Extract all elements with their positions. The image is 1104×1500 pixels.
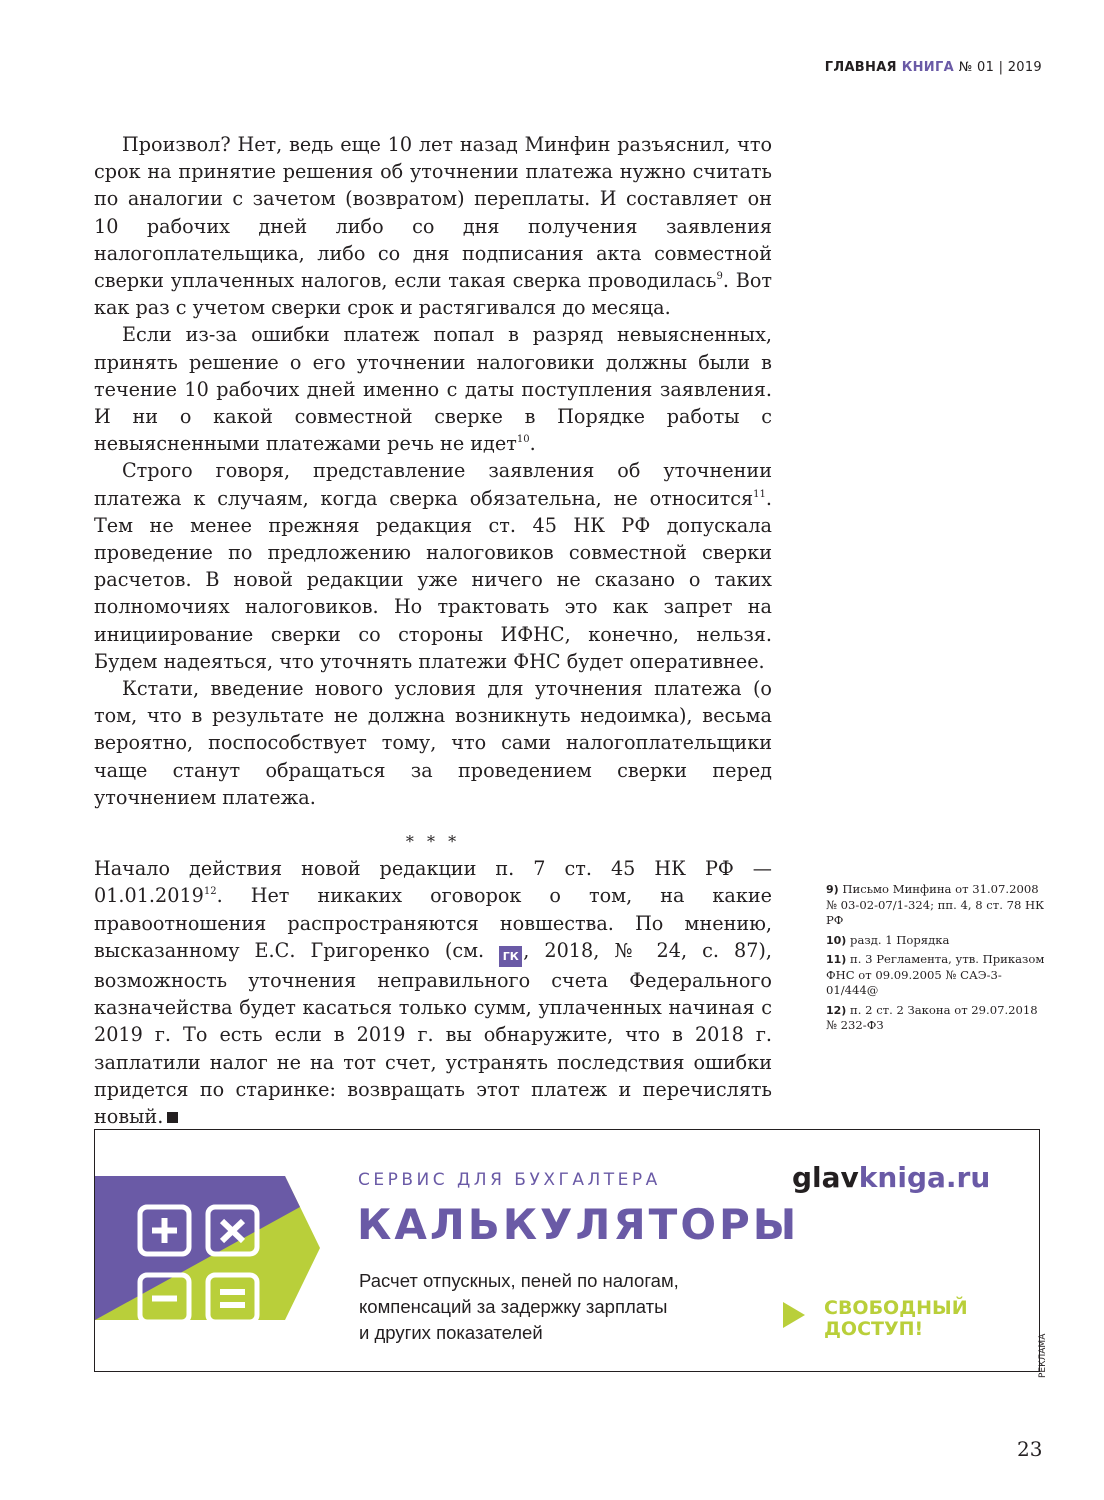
footnote-9: 9) Письмо Минфина от 31.07.2008 № 03-02-07/1-324; пп. 4, 8 ст. 78 НК РФ <box>826 882 1045 927</box>
footnote-11: 11) п. 3 Регламента, утв. Приказом ФНС от 09.09.2005 № САЭ-3-01/444@ <box>826 952 1045 997</box>
arrow-right-icon <box>783 1302 805 1328</box>
issue-number: № 01 | 2019 <box>958 60 1042 75</box>
footnotes <box>826 882 1048 1038</box>
calculator-graphic <box>95 1130 335 1371</box>
free-access-callout[interactable]: СВОБОДНЫЙ ДОСТУП! <box>783 1298 1023 1348</box>
footnote-ref-10: 10 <box>516 434 530 446</box>
paragraph-1: Произвол? Нет, ведь еще 10 лет назад Минфин разъяснил, что срок на принятие решения об уточнении платежа нужно считать по аналогии с зачетом (возвратом) переплаты. И составляет он 10 рабочих дней либо со дня получения заявления налогоплательщика, либо со дня подписания акта совместной сверки уплаченных налогов, если такая сверка проводилась$^9$. Вот как раз с учетом сверки срок и растягивался до месяца. <box>94 133 772 320</box>
footnote-10: 10) разд. 1 Порядка <box>826 932 950 947</box>
ad-kicker: СЕРВИС ДЛЯ БУХГАЛТЕРА <box>358 1170 661 1190</box>
footnote-ref-9: 9 <box>716 271 723 283</box>
calculators-advertisement[interactable] <box>94 1129 1040 1372</box>
gk-journal-badge: ГК <box>499 946 522 967</box>
paragraph-3: Строго говоря, представление заявления об уточнении платежа к случаям, когда сверка обязательна, не относится$^{11}$. Тем не менее прежняя редакция ст. 45 НК РФ допускала проведение по предложению налоговиков совместной сверки расчетов. В новой редакции уже ничего не сказано о таких полномочиях налоговиков. Но трактовать это как запрет на инициирование сверки со стороны ИФНС, конечно, нельзя. Будем надеяться, что уточнять платежи ФНС будет оперативнее. <box>94 459 772 673</box>
journal-name-part2: КНИГА <box>901 60 954 75</box>
footnote-ref-11: 11 <box>753 488 766 500</box>
footnote-12: 12) п. 2 ст. 2 Закона от 29.07.2018 № 232-ФЗ <box>826 1002 1038 1032</box>
journal-name-part1: ГЛАВНАЯ <box>824 60 897 75</box>
end-of-article-mark <box>167 1112 178 1123</box>
section-separator: * * * <box>405 832 461 852</box>
ad-website-link[interactable]: glavkniga.ru <box>792 1161 991 1194</box>
ad-title: КАЛЬКУЛЯТОРЫ <box>357 1200 800 1249</box>
advertisement-label: РЕКЛАМА <box>1038 1333 1048 1378</box>
paragraph-4: Кстати, введение нового условия для уточнения платежа (о том, что в результате не должна возникнуть недоимка), весьма вероятно, поспособствует тому, что сами налогоплательщики чаще станут обращаться за проведением сверки перед уточнением платежа. <box>94 677 772 809</box>
ad-description: Расчет отпускных, пеней по налогам, компенсаций за задержку зарплаты и других показателей <box>359 1270 679 1343</box>
page-number: 23 <box>1017 1437 1043 1461</box>
article-body <box>94 131 772 1130</box>
paragraph-2: Если из-за ошибки платеж попал в разряд невыясненных, принять решение о его уточнении налоговики должны были в течение 10 рабочих дней именно с даты поступления заявления. И ни о какой совместной сверке в Порядке работы с невыясненными платежами речь не идет$^{10}$. <box>94 323 772 456</box>
paragraph-5: Начало действия новой редакции п. 7 ст. 45 НК РФ — 01.01.2019$^{12}$. Нет никаких оговорок о том, на какие правоотношения распространяются новшества. По мнению, высказанному Е.С. Григоренко (см. ГК , 2018, № 24, с. 87), возможность уточнения неправильного счета Федерального казначейства будет касаться только сумм, уплаченных начиная с 2019 г. То есть если в 2019 г. вы обнаружите, что в 2018 г. заплатили налог не на тот счет, устранять последствия ошибки придется по старинке: возвращать этот платеж и перечислять новый. <box>94 857 772 1128</box>
running-head <box>825 60 1042 75</box>
footnote-ref-12: 12 <box>203 886 217 898</box>
